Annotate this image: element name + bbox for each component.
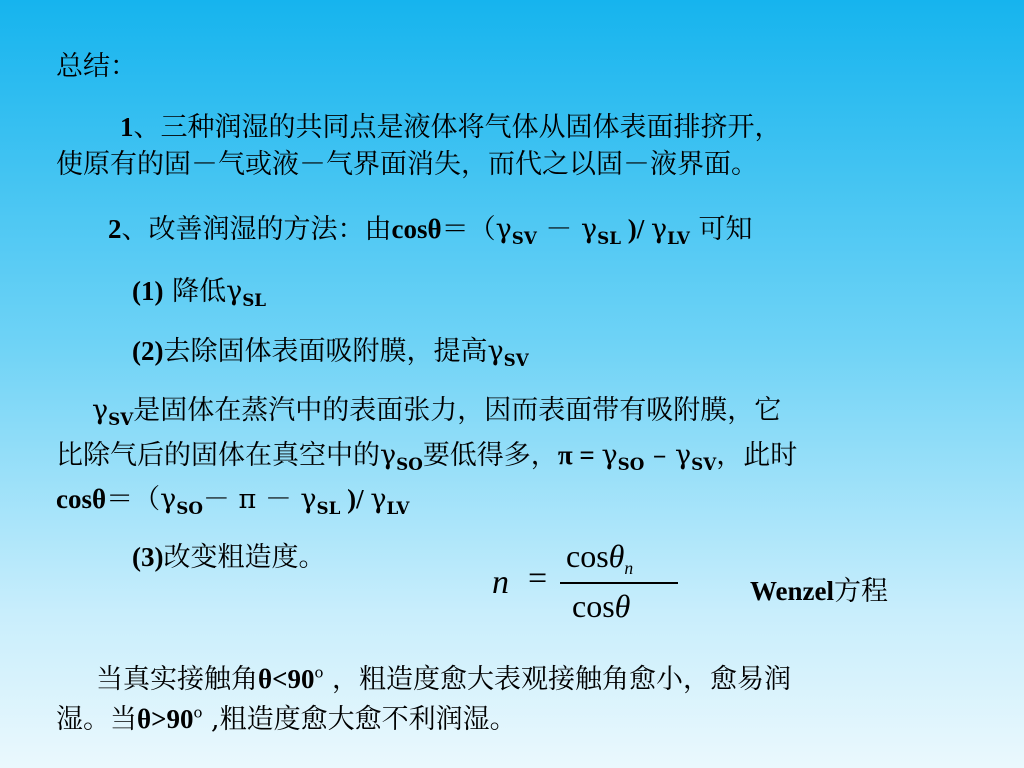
wenzel-formula — [492, 538, 692, 628]
wenzel-label: Wenzel方程 — [750, 576, 888, 607]
formula-lhs: n — [492, 564, 509, 601]
formula-equals: = — [528, 560, 548, 597]
item-2-line: (2)去除固体表面吸附膜，提高$\gamma_{SV}$ — [132, 336, 529, 370]
para-line-3: $\cos\theta=(\gamma_{SO}- \pi - \gamma_{SL}$ )/ $\gamma_{LV}$ — [56, 484, 410, 518]
summary-heading: 总结： — [56, 51, 137, 82]
point-1-line-1 — [120, 110, 782, 145]
fraction-bar — [560, 582, 678, 584]
para-line-2: 比除气后的固体在真空中的$\gamma_{SO}$要低得多，$\pi = \gamma_{SO} - \gamma_{SV}$，此时 — [56, 440, 798, 474]
point-1-text: 、三种润湿的共同点是液体将气体从固体表面排挤开， — [133, 112, 782, 143]
conclusion-line-2: 湿。当$\theta>90^o$ ,粗造度愈大愈不利润湿。 — [56, 703, 517, 735]
formula-denominator: cosθ — [572, 588, 631, 624]
item-3-line: (3)改变粗造度。 — [132, 542, 326, 573]
point-1-line-2: 使原有的固－气或液－气界面消失，而代之以固－液界面。 — [56, 149, 758, 180]
point-2-line: 2、改善润湿的方法：由$\cos\theta=(\gamma_{SV} - \gamma_{SL}$ )/ $\gamma_{LV}$ 可知 — [108, 214, 753, 248]
point-1-number: 1 — [120, 112, 134, 142]
item-1-line: (1) 降低$\gamma_{SL}$ — [132, 276, 267, 310]
formula-numerator: cosθ$_n$ — [566, 538, 634, 579]
conclusion-line-1: 当真实接触角$\theta<90^o$ ，粗造度愈大表观接触角愈小，愈易润 — [96, 663, 792, 695]
para-line-1: $\gamma_{SV}$是固体在蒸汽中的表面张力，因而表面带有吸附膜，它 — [92, 395, 782, 429]
